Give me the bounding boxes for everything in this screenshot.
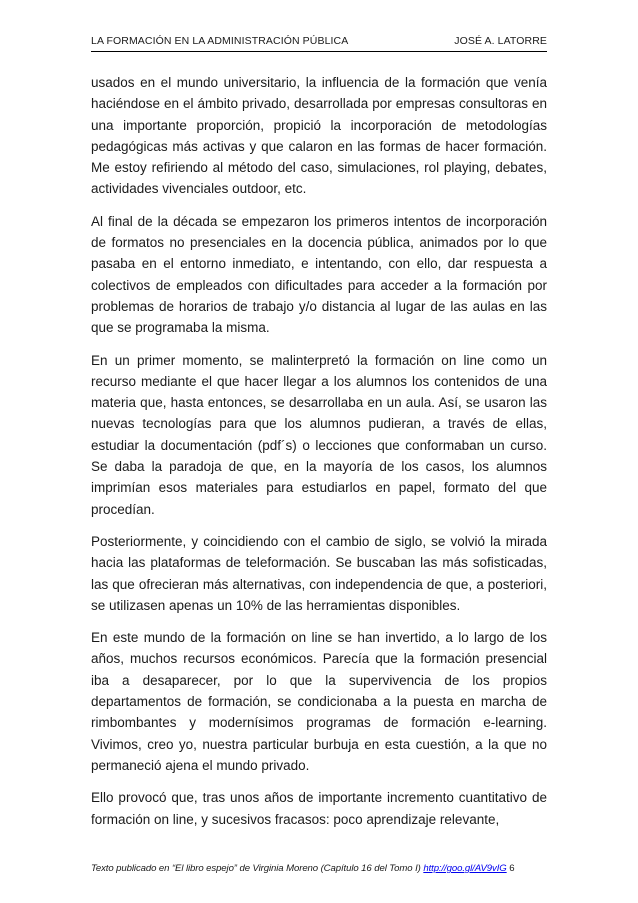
paragraph: Ello provocó que, tras unos años de importante incremento cuantitativo de formación on line, y sucesivos fracasos: poco aprendizaje relevante, xyxy=(91,790,547,827)
footer xyxy=(91,863,547,874)
running-header xyxy=(91,35,547,52)
footer-citation: Texto publicado en “El libro espejo” de Virginia Moreno (Capítulo 16 del Tomo I) xyxy=(91,863,424,874)
paragraph: Al final de la década se empezaron los primeros intentos de incorporación de formatos no presenciales en la docencia pública, animados por lo que pasaba en el entorno inmediato, e intentando, con ello, dar respuesta a colectivos de empleados con dificultades para acceder a la formación por problemas de horarios de trabajo y/o distancia al lugar de las aulas en las que se programaba la misma. xyxy=(91,213,547,336)
footer-link[interactable]: http://goo.gl/AV9vIG xyxy=(423,863,507,874)
page-number: 6 xyxy=(509,863,515,874)
header-author: JOSÉ A. LATORRE xyxy=(454,35,547,47)
body-text xyxy=(91,72,547,841)
header-title: LA FORMACIÓN EN LA ADMINISTRACIÓN PÚBLICA xyxy=(91,35,349,47)
paragraph: En este mundo de la formación on line se han invertido, a lo largo de los años, muchos recursos económicos. Parecía que la formación presencial iba a desaparecer, por lo que la supervivencia de los propios departamentos de formación, se condicionaba a la puesta en marcha de rimbombantes y modernísimos programas de formación e-learning. Vivimos, creo yo, nuestra particular burbuja en esta cuestión, a la que no permaneció ajena el mundo privado. xyxy=(91,630,547,773)
paragraph: usados en el mundo universitario, la influencia de la formación que venía haciéndose en el ámbito privado, desarrollada por empresas consultoras en una importante proporción, propició la incorporación de metodologías pedagógicas más activas y que calaron en las formas de hacer formación. Me estoy refiriendo al método del caso, simulaciones, rol playing, debates, actividades vivenciales outdoor, etc. xyxy=(91,75,547,197)
paragraph: En un primer momento, se malinterpretó la formación on line como un recurso mediante el que hacer llegar a los alumnos los contenidos de una materia que, hasta entonces, se desarrollaba en un aula. Así, se usaron las nuevas tecnologías para que los alumnos pudieran, a través de ellas, estudiar la documentación (pdf´s) o lecciones que conformaban un curso. Se daba la paradoja de que, en la mayoría de los casos, los alumnos imprimían esos materiales para estudiarlos en papel, formato del que procedían. xyxy=(91,352,547,517)
paragraph: Posteriormente, y coincidiendo con el cambio de siglo, se volvió la mirada hacia las plataformas de teleformación. Se buscaban las más sofisticadas, las que ofrecieran más alternativas, con independencia de que, a posteriori, se utilizasen apenas un 10% de las herramientas disponibles. xyxy=(91,533,547,613)
